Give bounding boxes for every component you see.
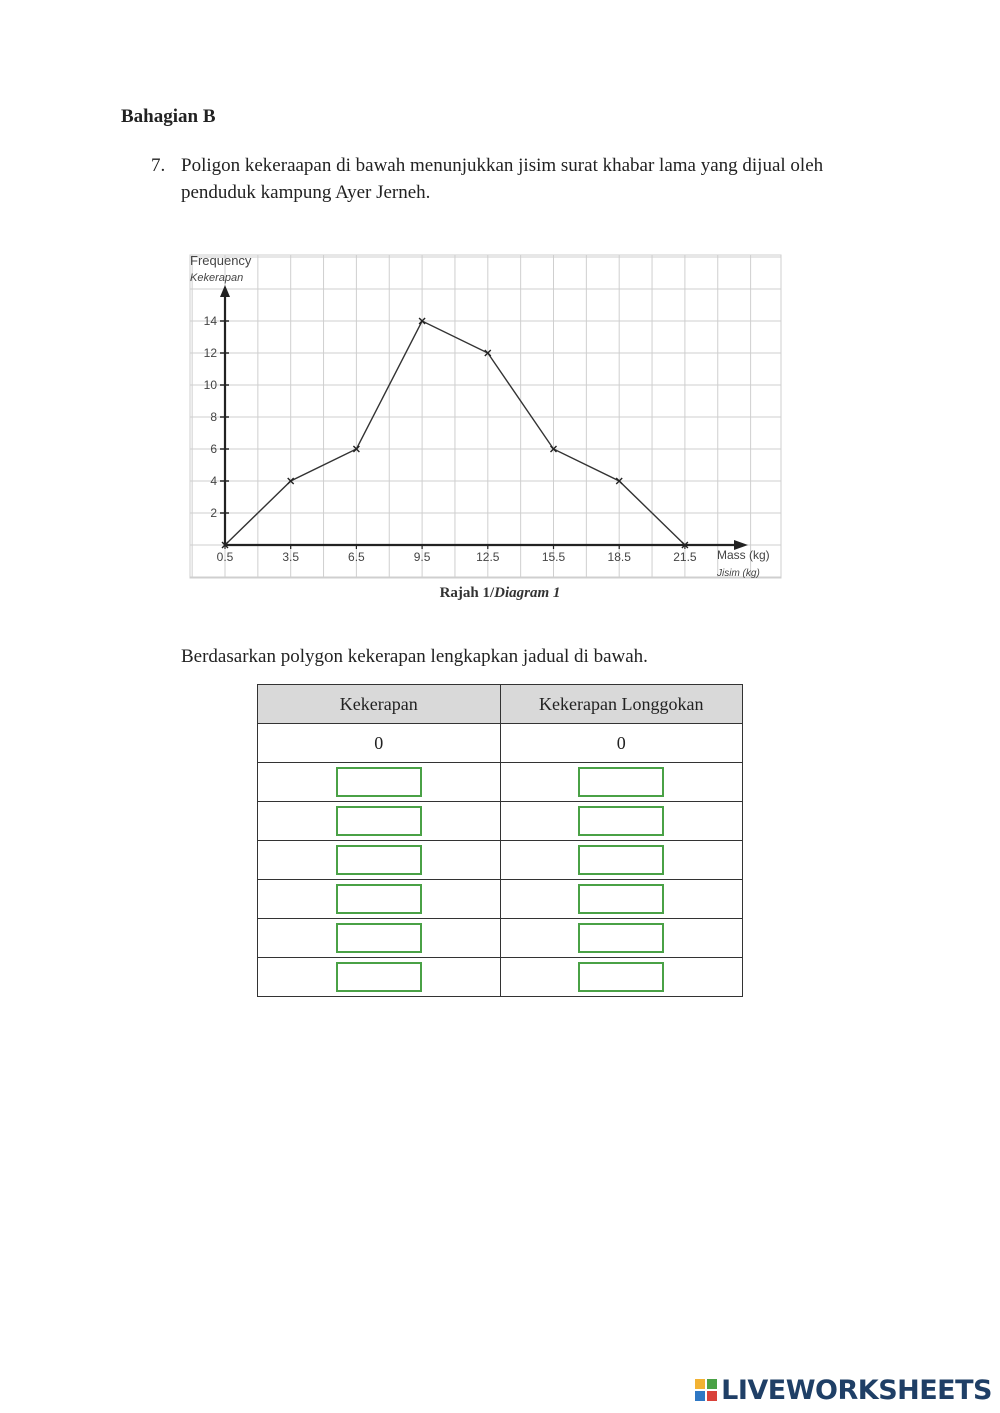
cell-cumulative	[500, 880, 743, 919]
x-tick-label: 15.5	[541, 550, 566, 564]
y-axis-title-malay: Kekerapan	[190, 272, 244, 284]
table-row	[258, 763, 743, 802]
y-axis-title-english: Frequency	[190, 253, 252, 268]
y-tick-label: 8	[210, 410, 217, 424]
x-tick-label: 3.5	[282, 550, 300, 564]
y-tick-label: 6	[210, 442, 217, 456]
cell-frequency	[258, 841, 501, 880]
table-row	[258, 841, 743, 880]
table-header-row	[258, 685, 743, 724]
frequency-answer-box[interactable]	[336, 884, 422, 914]
x-tick-label: 6.5	[348, 550, 365, 564]
cell-frequency: 0	[258, 724, 501, 763]
table-row	[258, 880, 743, 919]
liveworksheets-logo-icon	[695, 1379, 717, 1401]
answer-table	[257, 684, 743, 997]
x-tick-label: 9.5	[413, 550, 431, 564]
y-axis-arrow	[220, 285, 230, 297]
table-row	[258, 958, 743, 997]
cell-cumulative	[500, 763, 743, 802]
section-title: Bahagian B	[121, 106, 216, 127]
frequency-answer-box[interactable]	[336, 806, 422, 836]
table-row	[258, 919, 743, 958]
frequency-answer-box[interactable]	[336, 962, 422, 992]
cumulative-answer-box[interactable]	[578, 962, 664, 992]
brand-logo	[695, 1375, 992, 1405]
header-kekerapan-longgokan: Kekerapan Longgokan	[500, 685, 743, 724]
frequency-polygon-chart	[185, 245, 785, 590]
cell-cumulative	[500, 919, 743, 958]
cell-cumulative	[500, 802, 743, 841]
frequency-answer-box[interactable]	[336, 845, 422, 875]
x-axis-title-english: Mass (kg)	[717, 548, 770, 562]
y-tick-label: 4	[210, 474, 217, 488]
cumulative-answer-box[interactable]	[578, 884, 664, 914]
cell-frequency	[258, 919, 501, 958]
cell-frequency	[258, 880, 501, 919]
chart-svg	[185, 245, 785, 590]
cell-cumulative: 0	[500, 724, 743, 763]
cell-frequency	[258, 802, 501, 841]
y-tick-label: 12	[203, 346, 217, 360]
cell-frequency	[258, 763, 501, 802]
x-axis-title-malay: Jisim (kg)	[717, 568, 760, 579]
table-row	[258, 724, 743, 763]
cell-cumulative	[500, 841, 743, 880]
instruction-text: Berdasarkan polygon kekerapan lengkapkan jadual di bawah.	[181, 646, 648, 667]
x-tick-label: 18.5	[607, 550, 631, 564]
brand-text: LIVEWORKSHEETS	[721, 1374, 992, 1406]
frequency-answer-box[interactable]	[336, 923, 422, 953]
header-kekerapan: Kekerapan	[258, 685, 501, 724]
cell-cumulative	[500, 958, 743, 997]
cumulative-answer-box[interactable]	[578, 923, 664, 953]
cumulative-answer-box[interactable]	[578, 845, 664, 875]
x-tick-label: 12.5	[476, 550, 500, 564]
caption-english: Diagram 1	[494, 585, 561, 601]
question-number: 7.	[151, 155, 166, 176]
question-text: Poligon kekeraapan di bawah menunjukkan jisim surat khabar lama yang dijual oleh penduduk kampung Ayer Jerneh.	[181, 155, 824, 203]
cell-frequency	[258, 958, 501, 997]
y-tick-label: 14	[203, 314, 217, 328]
cumulative-answer-box[interactable]	[578, 806, 664, 836]
y-tick-label: 10	[203, 378, 217, 392]
x-tick-label: 21.5	[673, 550, 697, 564]
y-tick-label: 2	[210, 506, 217, 520]
frequency-answer-box[interactable]	[336, 767, 422, 797]
x-tick-label: 0.5	[216, 550, 234, 564]
caption-malay: Rajah 1/	[439, 585, 495, 601]
diagram-caption	[0, 585, 1000, 602]
cumulative-answer-box[interactable]	[578, 767, 664, 797]
table-row	[258, 802, 743, 841]
